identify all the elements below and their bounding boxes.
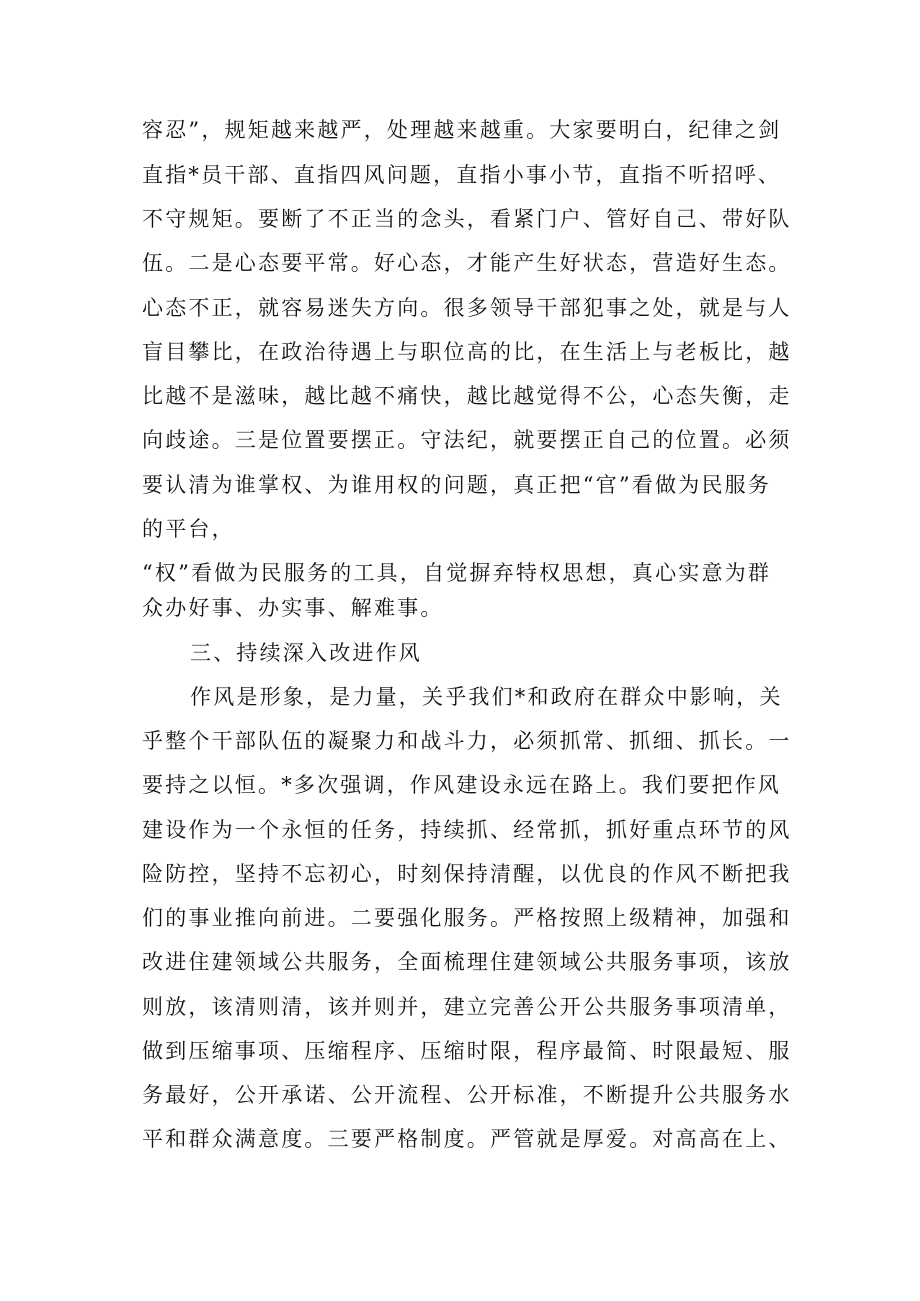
text-line: 直指*员干部、直指四风问题，直指小事小节，直指不听招呼、 <box>142 163 782 187</box>
text-line: 改进住建领域公共服务，全面梳理住建领域公共服务事项，该放 <box>142 950 792 974</box>
text-line: 容忍”，规矩越来越严，处理越来越重。大家要明白，纪律之剑 <box>142 118 782 142</box>
text-line: 乎整个干部队伍的凝聚力和战斗力，必须抓常、抓细、抓长。一 <box>142 729 792 753</box>
text-line: 心态不正，就容易迷失方向。很多领导干部犯事之处，就是与人 <box>142 296 792 320</box>
text-line: 则放，该清则清，该并则并，建立完善公开公共服务事项清单， <box>142 995 792 1019</box>
text-line: 众办好事、办实事、解难事。 <box>142 596 444 620</box>
text-line: 要认清为谁掌权、为谁用权的问题，真正把“官”看做为民服务 <box>142 473 772 497</box>
text-line: 务最好，公开承诺、公开流程、公开标准，不断提升公共服务水 <box>142 1083 792 1107</box>
text-line: 向歧途。三是位置要摆正。守法纪，就要摆正自己的位置。必须 <box>142 428 792 452</box>
paragraph-first-line: 作风是形象，是力量，关乎我们*和政府在群众中影响，关 <box>190 685 783 709</box>
text-line: 不守规矩。要断了不正当的念头，看紧门户、管好自己、带好队 <box>142 207 792 231</box>
section-heading: 三、持续深入改进作风 <box>190 641 422 665</box>
text-line: 要持之以恒。*多次强调，作风建设永远在路上。我们要把作风 <box>142 773 782 797</box>
text-line: 险防控，坚持不忘初心，时刻保持清醒，以优良的作风不断把我 <box>142 862 792 886</box>
text-line: 建设作为一个永恒的任务，持续抓、经常抓，抓好重点环节的风 <box>142 818 792 842</box>
text-line: “权”看做为民服务的工具，自觉摒弃特权思想，真心实意为群 <box>142 561 772 585</box>
text-line: 平和群众满意度。三要严格制度。严管就是厚爱。对高高在上、 <box>142 1127 792 1151</box>
text-line: 做到压缩事项、压缩程序、压缩时限，程序最简、时限最短、服 <box>142 1039 792 1063</box>
text-line: 的平台， <box>142 517 235 541</box>
text-line: 们的事业推向前进。二要强化服务。严格按照上级精神，加强和 <box>142 906 792 930</box>
text-line: 盲目攀比，在政治待遇上与职位高的比，在生活上与老板比，越 <box>142 340 792 364</box>
text-line: 伍。二是心态要平常。好心态，才能产生好状态，营造好生态。 <box>142 251 792 275</box>
text-line: 比越不是滋味，越比越不痛快，越比越觉得不公，心态失衡，走 <box>142 384 792 408</box>
